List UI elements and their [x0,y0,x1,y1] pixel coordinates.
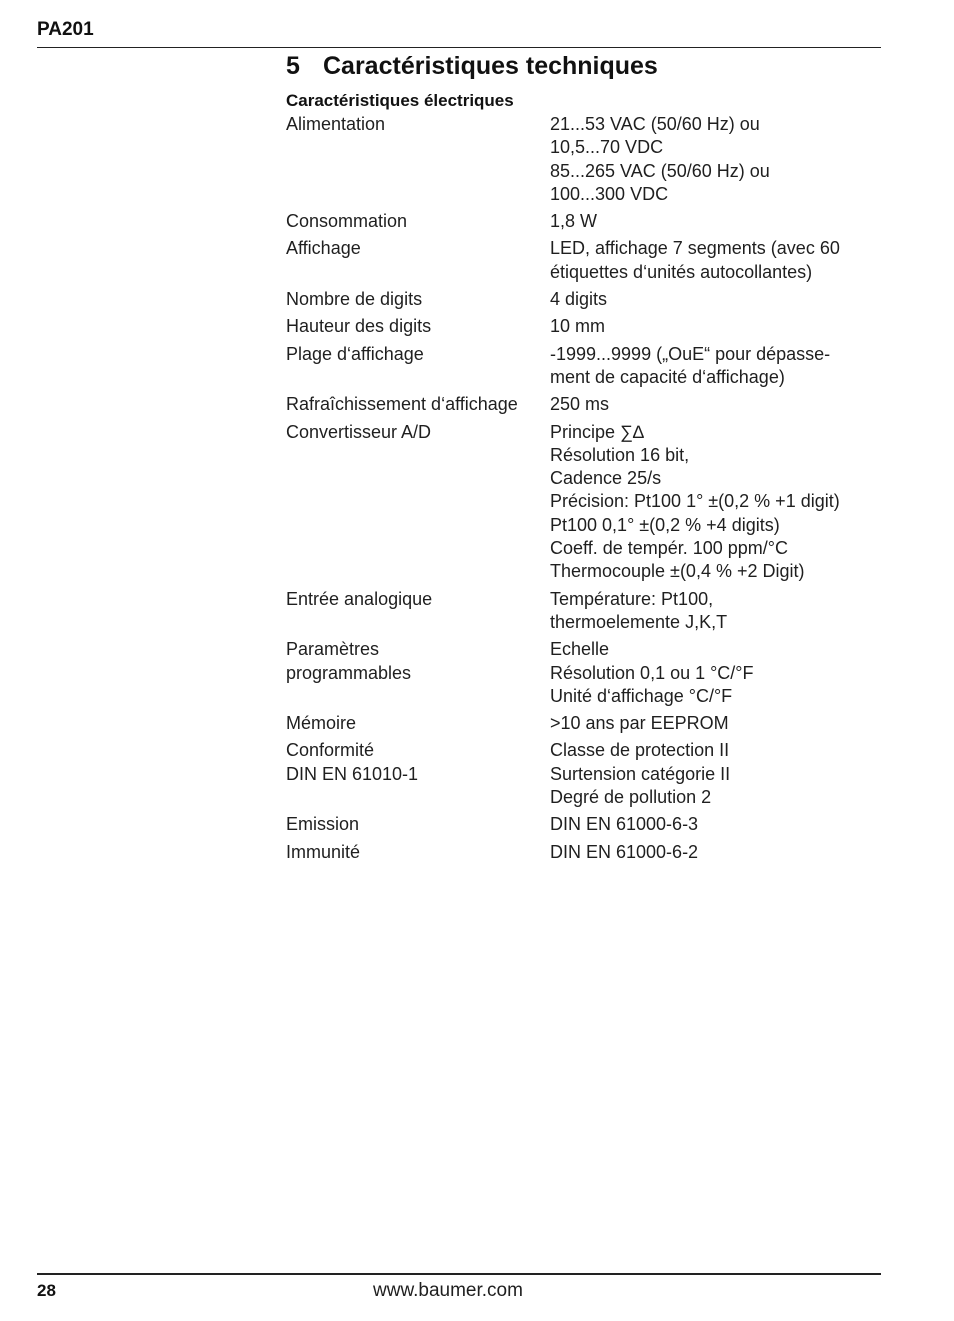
spec-label-line: Mémoire [286,713,357,734]
spec-value-line: 100...300 VDC [550,183,669,204]
spec-value [550,237,881,284]
spec-value-line: 1,8 W [550,211,598,232]
footer-url[interactable]: www.baumer.com [373,1280,523,1301]
spec-value-line: Résolution 16 bit, [550,444,690,465]
spec-table [286,113,881,868]
spec-row [286,813,881,836]
spec-value-line: thermoelemente J,K,T [550,611,728,632]
spec-row [286,288,881,311]
footer-divider [37,1273,881,1275]
spec-row [286,638,881,708]
spec-value-line: >10 ans par EEPROM [550,713,729,734]
spec-value-line: ment de capacité d‘affichage) [550,366,785,387]
spec-value-line: 10,5...70 VDC [550,137,664,158]
spec-value-line: DIN EN 61000-6-2 [550,841,699,862]
spec-row [286,210,881,233]
spec-row [286,588,881,635]
spec-value [550,421,881,584]
spec-row [286,393,881,416]
spec-value [550,588,881,635]
spec-value-line: Principe ∑∆ [550,421,644,442]
spec-value [550,288,881,311]
spec-value [550,343,881,390]
spec-value-line: Résolution 0,1 ou 1 °C/°F [550,662,754,683]
section-number: 5 [286,52,300,80]
spec-label-line: DIN EN 61010-1 [286,763,419,784]
spec-label [286,638,550,708]
subsection-heading: Caractéristiques électriques [286,91,514,110]
spec-label [286,813,550,836]
spec-value-line: 4 digits [550,289,608,310]
spec-label [286,288,550,311]
spec-value-line: LED, affichage 7 segments (avec 60 [550,238,840,259]
spec-value-line: 10 mm [550,316,606,337]
spec-label [286,841,550,864]
spec-row [286,739,881,809]
spec-value-line: étiquettes d‘unités autocollantes) [550,261,813,282]
spec-row [286,237,881,284]
spec-row [286,421,881,584]
spec-label-line: Convertisseur A/D [286,421,432,442]
spec-row [286,712,881,735]
spec-label [286,739,550,809]
spec-value [550,315,881,338]
spec-row [286,343,881,390]
spec-label-line: Conformité [286,740,375,761]
spec-value [550,813,881,836]
spec-label [286,343,550,390]
spec-label-line: Affichage [286,238,361,259]
spec-value [550,113,881,206]
spec-value-line: Degré de pollution 2 [550,787,712,808]
spec-label [286,237,550,284]
spec-value-line: Précision: Pt100 1° ±(0,2 % +1 digit) [550,491,840,512]
spec-value [550,841,881,864]
spec-label-line: Emission [286,814,360,835]
spec-value [550,739,881,809]
spec-value-line: Cadence 25/s [550,468,662,489]
spec-value-line: Surtension catégorie II [550,763,731,784]
spec-label-line: Rafraîchissement d‘affichage [286,394,518,415]
spec-value-line: Température: Pt100, [550,588,714,609]
spec-value-line: Pt100 0,1° ±(0,2 % +4 digits) [550,514,780,535]
spec-label [286,210,550,233]
spec-label [286,393,550,416]
spec-label [286,588,550,635]
spec-label-line: Consommation [286,211,408,232]
spec-value [550,393,881,416]
spec-label [286,315,550,338]
spec-label-line: Nombre de digits [286,289,423,310]
spec-label-line: Immunité [286,841,361,862]
spec-value-line: Unité d‘affichage °C/°F [550,685,733,706]
spec-value-line: 250 ms [550,394,610,415]
spec-value-line: 85...265 VAC (50/60 Hz) ou [550,160,770,181]
spec-row [286,315,881,338]
spec-value-line: Coeff. de tempér. 100 ppm/°C [550,538,788,559]
spec-row [286,841,881,864]
spec-label [286,421,550,584]
spec-label-line: Entrée analogique [286,588,433,609]
spec-value-line: 21...53 VAC (50/60 Hz) ou [550,114,760,134]
spec-label [286,113,550,206]
spec-row [286,113,881,206]
spec-label [286,712,550,735]
product-name: PA201 [37,19,94,40]
spec-label-line: Plage d‘affichage [286,343,424,364]
spec-label-line: Paramètres [286,639,380,660]
header-divider [37,47,881,48]
section-title-text: Caractéristiques techniques [323,52,658,80]
spec-value-line: Classe de protection II [550,740,730,761]
spec-label-line: programmables [286,662,412,683]
spec-label-line: Alimentation [286,114,386,134]
spec-value-line: Thermocouple ±(0,4 % +2 Digit) [550,561,805,582]
page-number: 28 [37,1281,56,1300]
section-title [286,52,658,81]
spec-value [550,638,881,708]
spec-value [550,712,881,735]
spec-value-line: Echelle [550,639,610,660]
spec-value-line: -1999...9999 („OuE“ pour dépasse- [550,343,831,364]
spec-label-line: Hauteur des digits [286,316,432,337]
spec-value-line: DIN EN 61000-6-3 [550,814,699,835]
spec-value [550,210,881,233]
